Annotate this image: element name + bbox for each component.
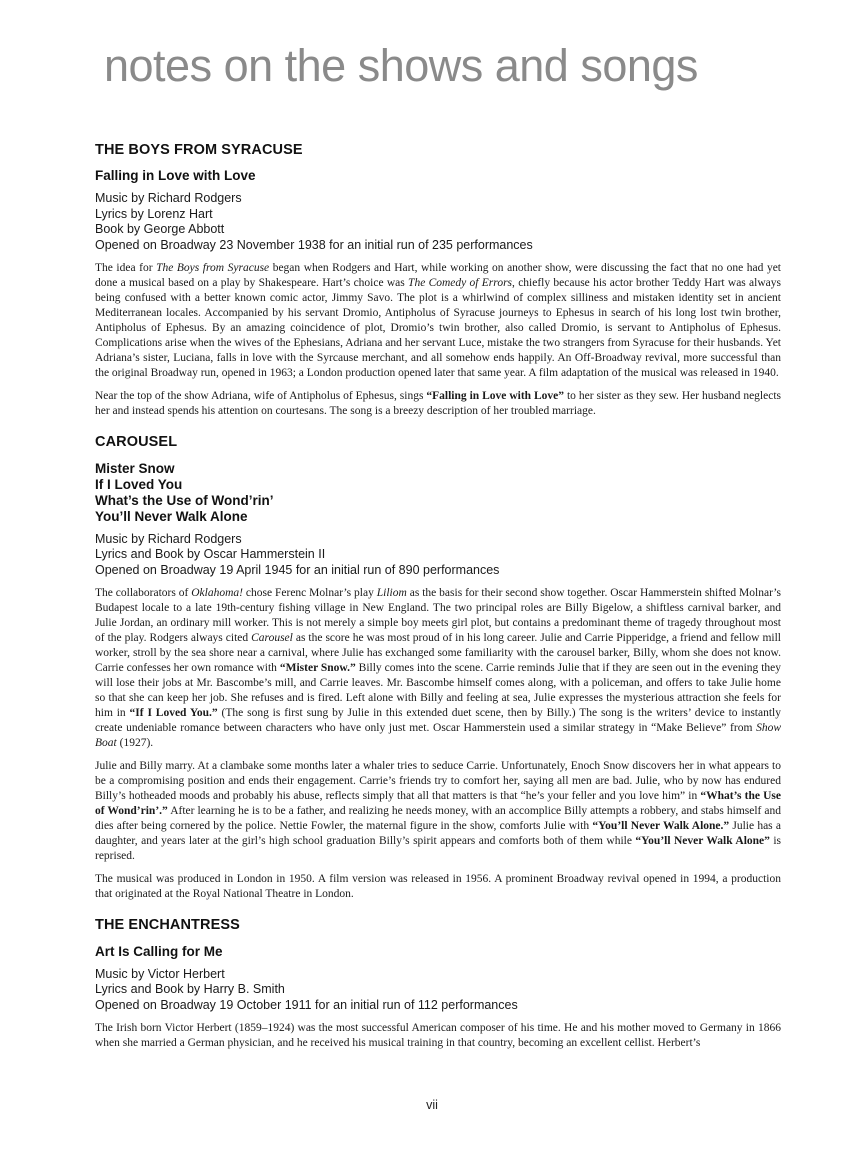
- song-title: If I Loved You: [95, 476, 183, 492]
- song-title: Art Is Calling for Me: [95, 943, 223, 959]
- page-title: notes on the shows and songs: [104, 40, 698, 91]
- paragraph: The musical was produced in London in 1950. A film version was released in 1956. A prominent Broadway revival opened in 1994, a production that originated at the Royal National Theatre in London.: [95, 873, 781, 901]
- credit-line: Music by Victor Herbert: [95, 966, 225, 981]
- song-title: You’ll Never Walk Alone: [95, 508, 248, 524]
- show-title: CAROUSEL: [95, 434, 178, 451]
- credit-line: Book by George Abbott: [95, 222, 225, 237]
- section-the-boys-from-syracuse: [95, 143, 781, 420]
- show-title: THE ENCHANTRESS: [95, 917, 240, 934]
- credits-block: [95, 967, 781, 1014]
- song-list: [95, 461, 781, 525]
- paragraph: Near the top of the show Adriana, wife of Antipholus of Ephesus, sings “Falling in Love with Love” to her sister as they sew. Her husband neglects her and instead spends his attention on courtesans. The song is a breezy description of her troubled marriage.: [95, 390, 781, 418]
- song-title: Falling in Love with Love: [95, 168, 256, 184]
- paragraph: The collaborators of Oklahoma! chose Ferenc Molnar’s play Liliom as the basis for their second show together. Oscar Hammerstein shifted Molnar’s Budapest locale to a late 19th-century fishing village in New England. The two principal roles are Billy Bigelow, a shiftless carnival barker, and Julie Jordan, an ordinary mill worker. This is not merely a simple boy meets girl plot, but contains a predominant theme of tragedy throughout most of the play. Rodgers always cited Carousel as the score he was most proud of in his long career. Julie and Carrie Pipperidge, a friend and fellow mill worker, stroll by the sea shore near a carnival, where Julie has exchanged some familiarity with the carousel barker, Billy, whom she does not know. Carrie confesses her own romance with “Mister Snow.” Billy comes into the scene. Carrie reminds Julie that if they are seen out in the evening they will lose their jobs at Mr. Bascombe’s mill, and Carrie leaves. Mr. Bascombe himself comes along, with a policeman, and offers to take Julie home so that she can keep her job. She refuses and is fired. Left alone with Billy and feeling at sea, Julie expresses the mysterious attraction she feels for him in “If I Loved You.” (The song is first sung by Julie in this extended duet scene, then by Billy.) The song is the writers’ device to instantly create undeniable romance between characters who have only just met. Oscar Hammerstein used a similar strategy in “Make Believe” from Show Boat (1927).: [95, 587, 781, 750]
- credit-line: Opened on Broadway 19 October 1911 for an initial run of 112 performances: [95, 997, 518, 1012]
- paragraph: The Irish born Victor Herbert (1859–1924) was the most successful American composer of his time. He and his mother moved to Germany in 1866 when she married a German physician, and he received his musical training in that country, becoming an excellent cellist. Herbert’s: [95, 1022, 781, 1050]
- song-title: What’s the Use of Wond’rin’: [95, 492, 274, 508]
- credit-line: Lyrics and Book by Harry B. Smith: [95, 982, 285, 997]
- credit-line: Music by Richard Rodgers: [95, 191, 242, 206]
- page-content: [95, 143, 781, 1052]
- credit-line: Music by Richard Rodgers: [95, 531, 242, 546]
- section-carousel: [95, 435, 781, 902]
- credit-line: Opened on Broadway 23 November 1938 for an initial run of 235 performances: [95, 237, 533, 252]
- credit-line: Opened on Broadway 19 April 1945 for an initial run of 890 performances: [95, 562, 500, 577]
- page-number: vii: [426, 1098, 438, 1112]
- credit-line: Lyrics and Book by Oscar Hammerstein II: [95, 547, 326, 562]
- song-list: [95, 168, 781, 184]
- section-the-enchantress: [95, 918, 781, 1051]
- paragraph: The idea for The Boys from Syracuse began when Rodgers and Hart, while working on another show, were discussing the fact that no one had yet done a musical based on a play by Shakespeare. Hart’s choice was The Comedy of Errors, chiefly because his actor brother Teddy Hart was always being confused with a better known comic actor, Jimmy Savo. The plot is a whirlwind of complex silliness and mistaken identity set in ancient Mediterranean locales. Accompanied by his servant Dromio, Antipholus of Syracuse journeys to Ephesus in search of his long lost twin brother, Antipholus of Ephesus. By an amazing coincidence of plot, Dromio’s twin brother, also called Dromio, is servant to Antipholus of Ephesus. Complications arise when the wives of the Ephesians, Adriana and her servant Luce, mistake the two strangers from Syracuse for their husbands. Yet Adriana’s sister, Luciana, falls in love with the Syrcause merchant, and all somehow ends happily. An Off-Broadway revival, more successful than the original Broadway run, opened in 1963; a London production opened later that same year. A film adaptation of the musical was released in 1940.: [95, 262, 781, 380]
- song-title: Mister Snow: [95, 460, 175, 476]
- credits-block: [95, 532, 781, 579]
- credits-block: [95, 191, 781, 253]
- credit-line: Lyrics by Lorenz Hart: [95, 206, 213, 221]
- show-title: THE BOYS FROM SYRACUSE: [95, 141, 303, 158]
- paragraph: Julie and Billy marry. At a clambake some months later a whaler tries to seduce Carrie. Unfortunately, Enoch Snow discovers her in what appears to be a compromising position and ends their engagement. Carrie’s friends try to comfort her, saying all men are bad. Julie, who by now has endured Billy’s hotheaded moods and probably his abuse, reflects simply that all that matters is that “he’s your feller and you love him” in “What’s the Use of Wond’rin’.” After learning he is to be a father, and realizing he needs money, with an accomplice Billy attempts a robbery, and stabs himself and dies after being cornered by the police. Nettie Fowler, the maternal figure in the show, comforts Julie with “You’ll Never Walk Alone.” Julie has a daughter, and years later at the girl’s high school graduation Billy’s spirit appears and comforts both of them while “You’ll Never Walk Alone” is reprised.: [95, 760, 781, 863]
- song-list: [95, 944, 781, 960]
